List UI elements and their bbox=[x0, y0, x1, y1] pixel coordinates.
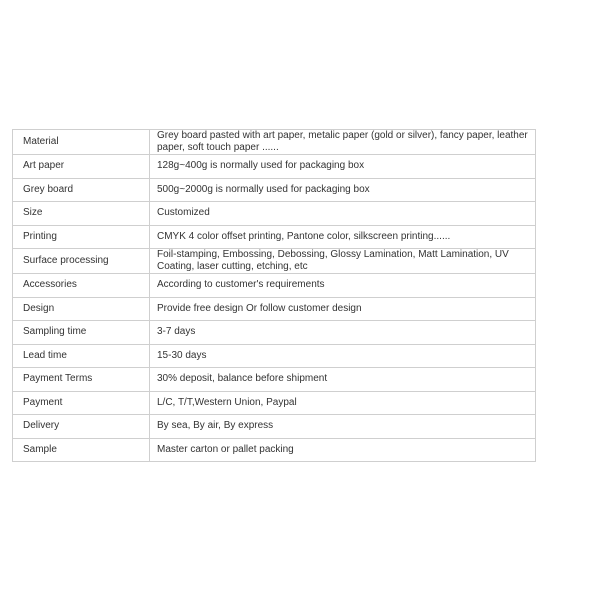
table-row bbox=[13, 321, 536, 345]
row-value-sampling-time: 3-7 days bbox=[150, 321, 536, 345]
table-row bbox=[13, 274, 536, 298]
table-row bbox=[13, 130, 536, 155]
row-label-material: Material bbox=[13, 130, 150, 155]
row-label-surface-processing: Surface processing bbox=[13, 249, 150, 274]
table-row bbox=[13, 155, 536, 179]
row-value-printing: CMYK 4 color offset printing, Pantone color, silkscreen printing...... bbox=[150, 225, 536, 249]
table-row bbox=[13, 249, 536, 274]
row-value-lead-time: 15-30 days bbox=[150, 344, 536, 368]
row-label-grey-board: Grey board bbox=[13, 178, 150, 202]
table-row bbox=[13, 368, 536, 392]
row-label-design: Design bbox=[13, 297, 150, 321]
table-row bbox=[13, 225, 536, 249]
row-label-sample: Sample bbox=[13, 438, 150, 462]
row-value-size: Customized bbox=[150, 202, 536, 226]
row-value-surface-processing: Foil-stamping, Embossing, Debossing, Glossy Lamination, Matt Lamination, UV Coating, laser cutting, etching, etc bbox=[150, 249, 536, 274]
table-row bbox=[13, 391, 536, 415]
table-row bbox=[13, 438, 536, 462]
row-value-delivery: By sea, By air, By express bbox=[150, 415, 536, 439]
row-value-payment-terms: 30% deposit, balance before shipment bbox=[150, 368, 536, 392]
row-label-art-paper: Art paper bbox=[13, 155, 150, 179]
row-value-art-paper: 128g~400g is normally used for packaging box bbox=[150, 155, 536, 179]
table-row bbox=[13, 202, 536, 226]
row-value-grey-board: 500g~2000g is normally used for packaging box bbox=[150, 178, 536, 202]
row-value-payment: L/C, T/T,Western Union, Paypal bbox=[150, 391, 536, 415]
table-row bbox=[13, 297, 536, 321]
spec-table-body bbox=[13, 130, 536, 462]
table-row bbox=[13, 415, 536, 439]
row-label-lead-time: Lead time bbox=[13, 344, 150, 368]
row-label-printing: Printing bbox=[13, 225, 150, 249]
row-value-design: Provide free design Or follow customer design bbox=[150, 297, 536, 321]
row-value-accessories: According to customer's requirements bbox=[150, 274, 536, 298]
row-label-payment: Payment bbox=[13, 391, 150, 415]
table-row bbox=[13, 178, 536, 202]
row-label-sampling-time: Sampling time bbox=[13, 321, 150, 345]
row-value-sample: Master carton or pallet packing bbox=[150, 438, 536, 462]
row-label-accessories: Accessories bbox=[13, 274, 150, 298]
row-label-payment-terms: Payment Terms bbox=[13, 368, 150, 392]
row-value-material: Grey board pasted with art paper, metalic paper (gold or silver), fancy paper, leather paper, soft touch paper ...... bbox=[150, 130, 536, 155]
table-row bbox=[13, 344, 536, 368]
row-label-delivery: Delivery bbox=[13, 415, 150, 439]
spec-table bbox=[12, 129, 536, 462]
row-label-size: Size bbox=[13, 202, 150, 226]
